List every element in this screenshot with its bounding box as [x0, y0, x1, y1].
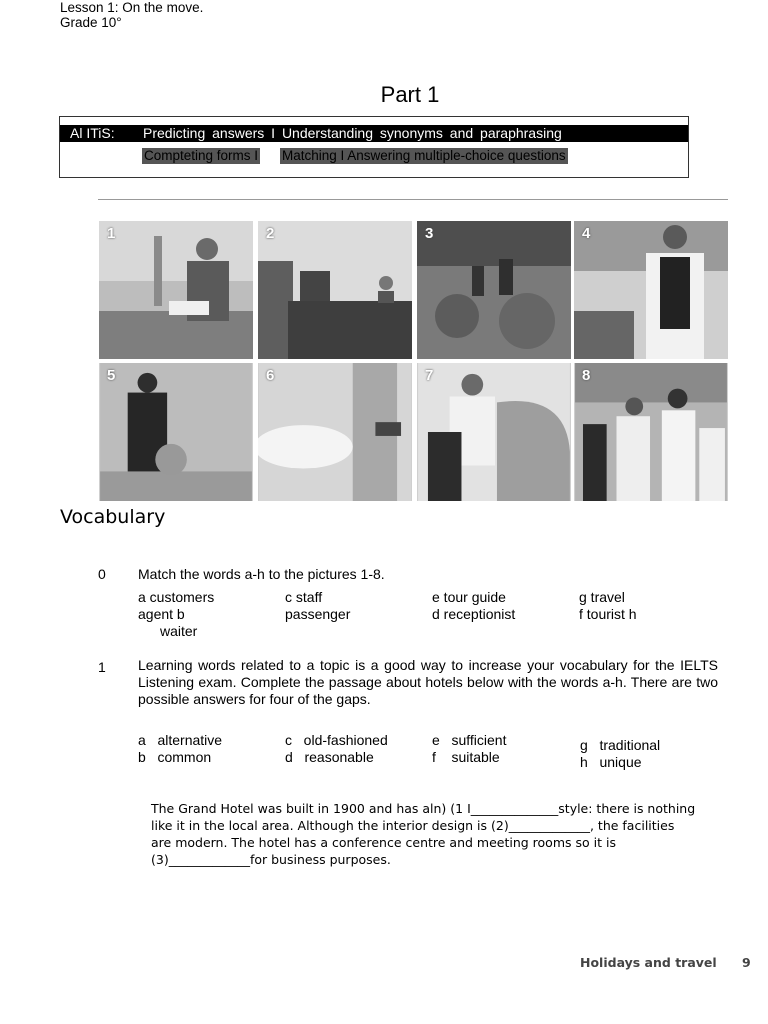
ex1-option-a [138, 732, 222, 749]
option-letter: a [138, 732, 146, 748]
option-word: reasonable [304, 749, 374, 765]
skills-label: Al ITiS: [70, 125, 115, 141]
photo-1 [99, 221, 253, 359]
lesson-header [60, 0, 203, 30]
photo-1-tourist-with-map [99, 221, 253, 359]
ex0-option-e: e tour guide [432, 589, 506, 605]
passage-line: The Grand Hotel was built in 1900 and has aln) (1 I______________style: there is nothing [151, 801, 696, 816]
photo-number: 8 [582, 367, 591, 384]
exercise-1-instruction: Learning words related to a topic is a good way to increase your vocabulary for the IELTS Listening exam. Complete the passage about hotels below with the words a-h. There are two possible answers for four of the gaps. [138, 657, 718, 707]
option-word: traditional [599, 737, 661, 753]
ex0-option-c: c staff [285, 589, 323, 605]
photo-8 [574, 363, 728, 501]
passage-line: are modern. The hotel has a conference centre and meeting rooms so it is [151, 835, 616, 850]
photo-4-waiter [574, 221, 728, 359]
ex0-option-f: f tourist h [579, 606, 637, 622]
part-title: Part 1 [380, 82, 440, 107]
photo-7-passenger-with-train [417, 363, 571, 501]
photo-number: 5 [107, 367, 116, 384]
exercise-0-number: 0 [98, 566, 106, 582]
ex1-option-h [580, 754, 642, 771]
photo-8-hotel-staff [574, 363, 728, 501]
ex0-option-g: g travel [579, 589, 625, 605]
option-letter: g [580, 737, 588, 753]
passage-line: (3)_____________for business purposes. [151, 852, 391, 867]
photo-6 [258, 363, 412, 501]
option-word: sufficient [451, 732, 507, 748]
option-letter: b [138, 749, 146, 765]
skills-line-1: Predicting answers I Understanding synonyms and paraphrasing [143, 125, 562, 141]
photo-number: 1 [107, 225, 116, 242]
option-letter: h [580, 754, 588, 770]
photo-5 [99, 363, 253, 501]
photo-number: 4 [582, 225, 591, 242]
ex1-option-d [285, 749, 374, 766]
page-number: 9 [742, 955, 751, 970]
photo-number: 7 [425, 367, 434, 384]
skill-chip-matching: Matching I Answering multiple-choice questions [282, 148, 566, 163]
ex0-option-a: a customers [138, 589, 215, 605]
option-letter: d [285, 749, 293, 765]
ex1-option-c [285, 732, 388, 749]
photo-4 [574, 221, 728, 359]
skills-bar [60, 125, 688, 142]
photo-6-hand-with-card [258, 363, 412, 501]
photo-7 [417, 363, 571, 501]
ex1-option-f [432, 749, 500, 766]
option-word: unique [599, 754, 642, 770]
photo-3 [417, 221, 571, 359]
ex0-option-passenger: passenger [285, 606, 351, 622]
option-letter: c [285, 732, 292, 748]
photo-2 [258, 221, 412, 359]
photo-number: 6 [266, 367, 275, 384]
passage-line: like it in the local area. Although the interior design is (2)_____________, the facilities [151, 818, 675, 833]
photo-2-hotel-reception [258, 221, 412, 359]
divider [98, 199, 728, 200]
skill-chip-forms: Compteting forms I [144, 148, 259, 163]
ex0-option-d: d receptionist [432, 606, 516, 622]
ex0-option-agent-b: agent b [138, 606, 185, 622]
footer-title: Holidays and travel [580, 955, 717, 970]
photo-number: 2 [266, 225, 275, 242]
option-word: alternative [157, 732, 223, 748]
option-word: common [157, 749, 212, 765]
exercise-0-instruction: Match the words a-h to the pictures 1-8. [138, 566, 385, 582]
lesson-title: Lesson 1: On the move. [60, 0, 204, 15]
grade-label: Grade 10° [60, 15, 122, 30]
option-letter: e [432, 732, 440, 748]
photo-3-hikers-tour-guide [417, 221, 571, 359]
photo-number: 3 [425, 225, 434, 242]
ex1-option-g [580, 737, 660, 754]
section-title-vocabulary: Vocabulary [60, 506, 166, 528]
ex0-option-waiter: waiter [160, 623, 198, 639]
photo-5-woman-with-luggage [99, 363, 253, 501]
exercise-1-number: 1 [98, 659, 106, 675]
hotel-passage [151, 800, 706, 868]
option-word: suitable [451, 749, 500, 765]
option-letter: f [432, 749, 436, 765]
ex1-option-b [138, 749, 211, 766]
option-word: old-fashioned [303, 732, 388, 748]
ex1-option-e [432, 732, 506, 749]
